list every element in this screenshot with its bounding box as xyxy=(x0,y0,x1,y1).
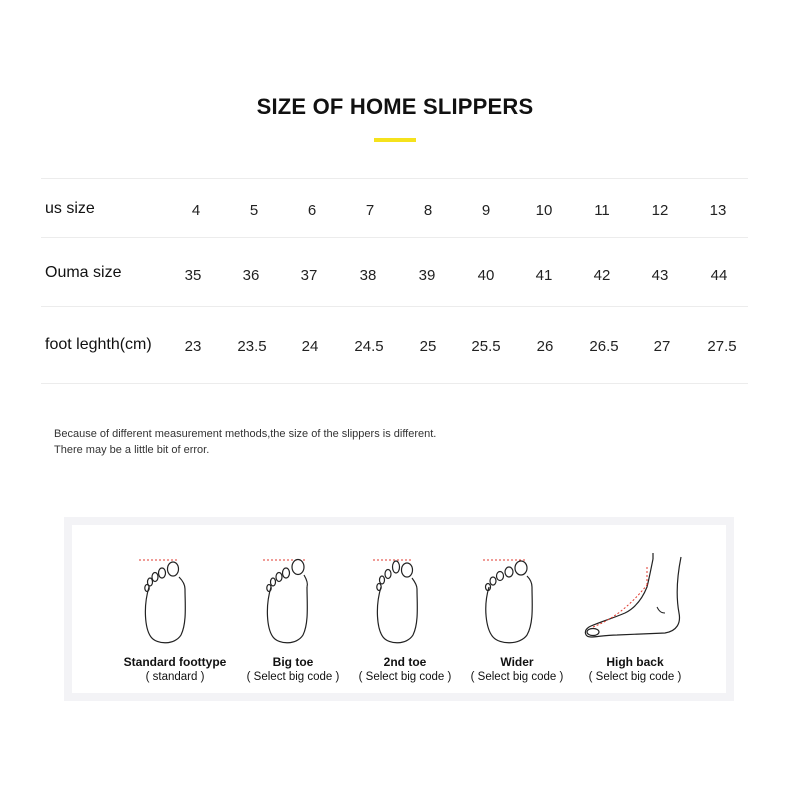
size-cell: 11 xyxy=(594,202,610,219)
foot-type-desc: ( Select big code ) xyxy=(588,671,682,683)
page-title: SIZE OF HOME SLIPPERS xyxy=(256,94,534,119)
big-toe-foot-icon xyxy=(253,547,333,647)
size-cell: 9 xyxy=(481,202,491,219)
foot-type-big-toe xyxy=(233,525,353,693)
size-cell: 25.5 xyxy=(471,338,501,355)
row-label: foot leghth(cm) xyxy=(45,336,152,353)
foot-type-name: Standard foottype xyxy=(123,655,227,669)
size-cell: 39 xyxy=(418,267,436,284)
foot-type-desc: ( Select big code ) xyxy=(246,671,340,683)
size-cell: 26 xyxy=(536,338,554,355)
size-cell: 37 xyxy=(300,267,318,284)
measurement-note xyxy=(54,426,436,458)
size-cell: 4 xyxy=(191,202,201,219)
foot-type-name: High back xyxy=(606,655,664,669)
foot-type-wider xyxy=(457,525,577,693)
size-cell: 38 xyxy=(359,267,377,284)
size-cell: 25 xyxy=(419,338,437,355)
size-cell: 41 xyxy=(535,267,553,284)
size-cell: 35 xyxy=(184,267,202,284)
standard-foot-icon xyxy=(135,547,215,647)
size-cell: 44 xyxy=(710,267,728,284)
row-label: us size xyxy=(45,200,95,217)
size-cell: 42 xyxy=(593,267,611,284)
note-line: There may be a little bit of error. xyxy=(54,444,210,456)
size-row-foot-length xyxy=(41,306,748,384)
size-cell: 36 xyxy=(242,267,260,284)
size-row-us xyxy=(41,178,748,237)
size-cell: 5 xyxy=(249,202,259,219)
foot-type-desc: ( Select big code ) xyxy=(358,671,452,683)
high-back-foot-icon xyxy=(577,547,687,647)
size-cell: 13 xyxy=(709,202,727,219)
note-line: Because of different measurement methods,the size of the slippers is different. xyxy=(54,428,437,440)
size-cell: 23.5 xyxy=(237,338,267,355)
size-cell: 26.5 xyxy=(589,338,619,355)
size-cell: 23 xyxy=(184,338,202,355)
size-cell: 12 xyxy=(651,202,669,219)
foot-type-name: 2nd toe xyxy=(383,655,427,669)
size-cell: 27 xyxy=(653,338,671,355)
size-cell: 7 xyxy=(365,202,375,219)
foot-type-name: Big toe xyxy=(272,655,314,669)
title-accent-bar xyxy=(374,138,416,142)
foot-type-desc: ( Select big code ) xyxy=(470,671,564,683)
wider-foot-icon xyxy=(477,547,557,647)
size-cell: 43 xyxy=(651,267,669,284)
foot-type-panel-inner xyxy=(72,525,726,693)
row-label: Ouma size xyxy=(45,264,122,281)
size-cell: 24.5 xyxy=(354,338,384,355)
size-cell: 10 xyxy=(535,202,553,219)
foot-type-standard xyxy=(115,525,235,693)
size-row-ouma xyxy=(41,237,748,306)
foot-type-desc: ( standard ) xyxy=(145,671,205,683)
second-toe-foot-icon xyxy=(365,547,445,647)
foot-type-high-back xyxy=(575,525,695,693)
size-cell: 8 xyxy=(423,202,433,219)
size-cell: 6 xyxy=(307,202,317,219)
foot-type-name: Wider xyxy=(500,655,534,669)
size-cell: 24 xyxy=(301,338,319,355)
size-table xyxy=(41,178,748,384)
size-cell: 27.5 xyxy=(707,338,737,355)
foot-type-panel xyxy=(64,517,734,701)
size-cell: 40 xyxy=(477,267,495,284)
foot-type-second-toe xyxy=(345,525,465,693)
